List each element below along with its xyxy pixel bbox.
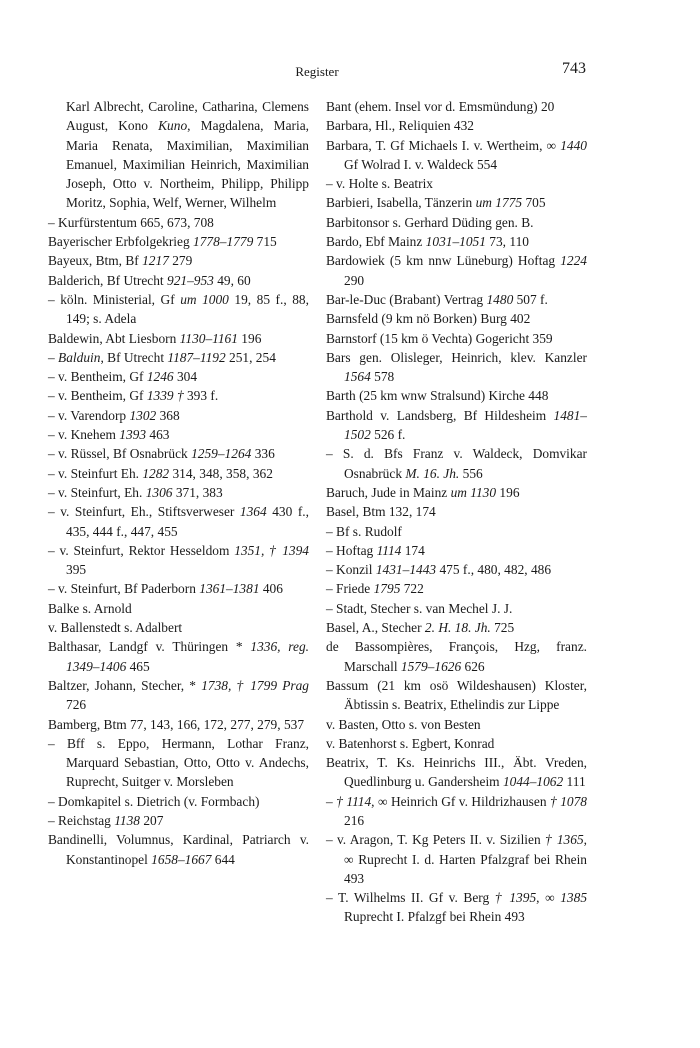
index-entry: Bant (ehem. Insel vor d. Emsmündung) 20 (326, 99, 555, 114)
index-entry: Baruch, Jude in Mainz um 1130 196 (326, 484, 520, 500)
index-entry: – Stadt, Stecher s. van Mechel J. J. (326, 600, 513, 616)
index-entry: – v. Aragon, T. Kg Peters II. v. Sizilien † 1365, ∞ Ruprecht I. d. Harten Pfalzgraf bei Rhein 493 (326, 832, 587, 886)
index-entry: – v. Steinfurt Eh. 1282 314, 348, 358, 362 (48, 465, 273, 481)
index-entry: Barbieri, Isabella, Tänzerin um 1775 705 (326, 195, 546, 211)
index-entry: Bamberg, Btm 77, 143, 166, 172, 277, 279, 537 (48, 716, 305, 732)
index-entry: v. Batenhorst s. Egbert, Konrad (326, 735, 495, 751)
index-entry: Barnstorf (15 km ö Vechta) Gogericht 359 (326, 330, 553, 346)
index-entry: Bassum (21 km osö Wildeshausen) Kloster, Äbtissin s. Beatrix, Ethelindis zur Lippe (326, 677, 587, 713)
index-entry: Balke s. Arnold (48, 600, 132, 616)
index-entry: – v. Knehem 1393 463 (48, 427, 170, 443)
page-header (48, 60, 586, 84)
index-entry: v. Ballenstedt s. Adalbert (48, 620, 183, 636)
index-entry: Bars gen. Olisleger, Heinrich, klev. Kanzler 1564 578 (326, 349, 587, 385)
index-entry: – v. Steinfurt, Eh., Stiftsverweser 1364 430 f., 435, 444 f., 447, 455 (48, 504, 309, 539)
index-entry: Barth (25 km wnw Stralsund) Kirche 448 (326, 388, 549, 404)
index-entry: – Balduin, Bf Utrecht 1187–1192 251, 254 (48, 349, 276, 365)
index-entry: – Kurfürstentum 665, 673, 708 (48, 214, 214, 230)
right-column (326, 97, 587, 927)
index-entry: – † 1114, ∞ Heinrich Gf v. Hildrizhausen † 1078 216 (326, 793, 587, 828)
index-entry: Basel, A., Stecher 2. H. 18. Jh. 725 (326, 620, 515, 636)
index-entry: – S. d. Bfs Franz v. Waldeck, Domvikar Osnabrück M. 16. Jh. 556 (326, 446, 587, 481)
index-entry: – Hoftag 1114 174 (326, 542, 425, 558)
index-entry: – Bff s. Eppo, Hermann, Lothar Franz, Marquard Sebastian, Otto, Otto v. Andechs, Ruprecht, Suitger v. Morsleben (48, 735, 309, 790)
index-entry: Barbitonsor s. Gerhard Düding gen. B. (326, 214, 534, 230)
index-entry: – v. Bentheim, Gf 1246 304 (48, 369, 198, 385)
index-entry: – Konzil 1431–1443 475 f., 480, 482, 486 (326, 562, 552, 578)
index-entry: Bardo, Ebf Mainz 1031–1051 73, 110 (326, 234, 529, 250)
index-entry: Bayerischer Erbfolgekrieg 1778–1779 715 (48, 234, 277, 250)
index-entry: – v. Steinfurt, Eh. 1306 371, 383 (48, 484, 223, 500)
index-entry: Baltzer, Johann, Stecher, * 1738, † 1799 Prag 726 (48, 677, 309, 713)
index-entry: Balthasar, Landgf v. Thüringen * 1336, reg. 1349–1406 465 (48, 639, 309, 674)
index-entry: – v. Bentheim, Gf 1339 † 393 f. (48, 388, 219, 404)
index-entry: – köln. Ministerial, Gf um 1000 19, 85 f., 88, 149; s. Adela (48, 291, 309, 327)
index-entry: – v. Steinfurt, Bf Paderborn 1361–1381 406 (48, 581, 283, 597)
index-entry: – v. Steinfurt, Rektor Hesseldom 1351, † 1394 395 (48, 542, 309, 578)
index-entry: Bandinelli, Volumnus, Kardinal, Patriarch v. Konstantinopel 1658–1667 644 (48, 832, 309, 867)
index-entry: – v. Varendorp 1302 368 (48, 407, 180, 423)
index-entry: Bardowiek (5 km nnw Lüneburg) Hoftag 1224 290 (326, 253, 587, 288)
index-entry: Basel, Btm 132, 174 (326, 504, 436, 520)
index-entry: Baldewin, Abt Liesborn 1130–1161 196 (48, 330, 262, 346)
index-entry: Karl Albrecht, Caroline, Catharina, Clemens August, Kono Kuno, Magdalena, Maria, Maria Renata, Maximilian, Maximilian Emanuel, Maximilian Heinrich, Maximilian Joseph, Otto v. Northeim, Philipp, Philipp Moritz, Sophia, Welf, Werner, Wilhelm (66, 99, 309, 211)
index-entry: v. Basten, Otto s. von Besten (326, 716, 481, 732)
index-entry: Bar-le-Duc (Brabant) Vertrag 1480 507 f. (326, 291, 548, 307)
left-column (48, 97, 309, 869)
index-entry: Barnsfeld (9 km nö Borken) Burg 402 (326, 311, 531, 327)
index-entry: – v. Holte s. Beatrix (326, 176, 433, 192)
index-entry: Barbara, T. Gf Michaels I. v. Wertheim, ∞ 1440 Gf Wolrad I. v. Waldeck 554 (326, 137, 587, 172)
running-title: Register (295, 64, 339, 79)
index-entry: de Bassompières, François, Hzg, franz. Marschall 1579–1626 626 (326, 639, 587, 674)
index-entry: – T. Wilhelms II. Gf v. Berg † 1395, ∞ 1385 Ruprecht I. Pfalzgf bei Rhein 493 (326, 890, 588, 925)
index-entry: – v. Rüssel, Bf Osnabrück 1259–1264 336 (48, 446, 275, 462)
index-entry: Barthold v. Landsberg, Bf Hildesheim 1481–1502 526 f. (326, 407, 587, 443)
index-entry: – Bf s. Rudolf (326, 523, 402, 539)
index-entry: Bayeux, Btm, Bf 1217 279 (48, 253, 193, 269)
index-entry: – Friede 1795 722 (326, 581, 424, 597)
index-entry: Balderich, Bf Utrecht 921–953 49, 60 (48, 272, 251, 288)
index-entry: Barbara, Hl., Reliquien 432 (326, 118, 475, 134)
page-number: 743 (562, 60, 586, 77)
index-entry: – Reichstag 1138 207 (48, 812, 164, 828)
index-entry: Beatrix, T. Ks. Heinrichs III., Äbt. Vreden, Quedlinburg u. Gandersheim 1044–1062 111 (326, 755, 587, 790)
index-entry: – Domkapitel s. Dietrich (v. Formbach) (48, 793, 260, 809)
